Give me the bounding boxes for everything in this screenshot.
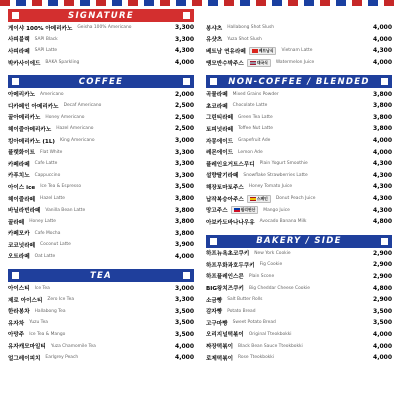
menu-item bbox=[206, 204, 392, 216]
origin-badge-label: 필리핀산 bbox=[240, 207, 256, 213]
menu-item-price: 3,500 bbox=[175, 307, 194, 315]
menu-item bbox=[206, 248, 392, 260]
menu-item-price: 3,300 bbox=[175, 171, 194, 179]
menu-item-price: 3,300 bbox=[175, 148, 194, 156]
menu-item-name-ko: 고구마빵 bbox=[206, 320, 228, 327]
section-title: SIGNATURE bbox=[68, 10, 134, 21]
menu-item-price: 4,000 bbox=[175, 252, 194, 260]
menu-item-name-ko: 킹아메리카노 (1L) bbox=[8, 138, 55, 145]
menu-item-name-ko: 한라봉차 bbox=[8, 309, 30, 316]
menu-item-name-ko: 유샷츠 bbox=[206, 37, 223, 44]
section-header-coffee bbox=[8, 75, 194, 88]
menu-item-name-ko: 해장토마토주스 bbox=[206, 184, 244, 191]
menu-item bbox=[206, 181, 392, 193]
menu-item-name-en: Lemon Ade bbox=[238, 149, 263, 155]
flag-icon bbox=[250, 61, 256, 65]
menu-item-name-en: SAPI Latte bbox=[34, 48, 58, 54]
menu-item-name-en: BAKA Sparkling bbox=[45, 60, 80, 66]
menu-item bbox=[8, 34, 194, 46]
menu-item-price: 2,500 bbox=[175, 125, 194, 133]
menu-item-name-en: Yuzu Tea bbox=[29, 320, 48, 326]
menu-item-name-ko: 아이스티 bbox=[8, 286, 30, 293]
menu-column-right bbox=[206, 9, 392, 363]
menu-item-name-en: Plain Yogurt Smoothie bbox=[259, 161, 308, 167]
menu-item-price: 4,000 bbox=[373, 330, 392, 338]
menu-item-name-en: Vietnam Latte bbox=[281, 48, 313, 54]
menu-item-name-ko: 디카페인 아메리카노 bbox=[8, 103, 59, 110]
menu-item-name-en: Honey Americano bbox=[45, 114, 85, 120]
menu-item-name-ko: 코코넛라떼 bbox=[8, 242, 36, 249]
menu-item-name-en: Ice Tea & Espresso bbox=[40, 184, 82, 190]
menu-item-name-en: Sweet Potato Bread bbox=[232, 320, 276, 326]
menu-item-name-en: Cafe Mocha bbox=[34, 230, 61, 236]
square-icon bbox=[183, 272, 190, 279]
menu-item bbox=[206, 34, 392, 46]
menu-item-name-en: Watermelon Juice bbox=[275, 60, 315, 66]
menu-item-price: 4,300 bbox=[373, 160, 392, 168]
menu-item-price: 4,300 bbox=[373, 195, 392, 203]
menu-item-name-ko: 납작복숭아주스 bbox=[206, 196, 244, 203]
menu-item-name-ko: 봉샤츠 bbox=[206, 25, 223, 32]
menu-item-name-en: Salt Butter Rolls bbox=[227, 297, 263, 303]
menu-item-name-en: Mango Juice bbox=[263, 207, 290, 213]
menu-item-name-ko: 사피라떼 bbox=[8, 48, 30, 55]
menu-item-name-ko: 토피넛라떼 bbox=[206, 126, 234, 133]
menu-item-name-ko: 제로 아이스티 bbox=[8, 297, 43, 304]
menu-item-name-ko: 아이스 ice bbox=[8, 184, 36, 191]
menu-item bbox=[8, 193, 194, 205]
menu-item-name-en: Rose Tteokbokki bbox=[238, 355, 275, 361]
menu-item bbox=[8, 22, 194, 34]
menu-item-name-en: Zero Ice Tea bbox=[47, 297, 75, 303]
menu-item bbox=[206, 271, 392, 283]
menu-item-price: 2,900 bbox=[373, 296, 392, 304]
menu-item bbox=[8, 100, 194, 112]
menu-item bbox=[206, 135, 392, 147]
menu-item-price: 4,000 bbox=[373, 59, 392, 67]
menu-item-price: 3,800 bbox=[175, 218, 194, 226]
menu-item bbox=[8, 135, 194, 147]
menu-item-name-ko: 로제떡볶이 bbox=[206, 355, 234, 362]
menu-item bbox=[206, 216, 392, 228]
menu-item bbox=[8, 228, 194, 240]
menu-item bbox=[8, 112, 194, 124]
menu-item bbox=[8, 282, 194, 294]
menu-item-name-en: Chocolate Latte bbox=[232, 103, 268, 109]
menu-board bbox=[0, 9, 400, 400]
menu-item-price: 2,900 bbox=[373, 261, 392, 269]
menu-item-name-ko: 베트남 연유라떼 bbox=[206, 48, 246, 55]
menu-item-name-en: Black Bean Sauce Tteokbokki bbox=[238, 343, 303, 349]
menu-item-price: 3,000 bbox=[175, 137, 194, 145]
menu-item bbox=[206, 22, 392, 34]
menu-item bbox=[206, 305, 392, 317]
menu-item bbox=[8, 340, 194, 352]
menu-item-name-ko: 설향딸기라떼 bbox=[206, 173, 239, 180]
menu-item-name-en: Mixed Grains Powder bbox=[232, 91, 279, 97]
menu-item-price: 3,300 bbox=[175, 35, 194, 43]
menu-item-name-ko: 하프플레인스콘 bbox=[206, 274, 244, 281]
menu-item-name-en: Green Tea Latte bbox=[238, 114, 273, 120]
menu-item-name-ko: 사피블랙 bbox=[8, 37, 30, 44]
menu-item-name-en: Cappuccino bbox=[34, 172, 61, 178]
menu-item-name-ko: 아메리카노 bbox=[8, 92, 36, 99]
menu-item-name-ko: 헤이즐아메리카노 bbox=[8, 126, 52, 133]
menu-item-price: 3,000 bbox=[175, 284, 194, 292]
menu-item-price: 3,800 bbox=[373, 90, 392, 98]
menu-item-name-ko: 헤이즐라떼 bbox=[8, 196, 36, 203]
menu-item-name-en: SAPI Black bbox=[34, 36, 58, 42]
section-title: BAKERY / SIDE bbox=[256, 236, 342, 246]
menu-item-name-en: Hazel Latte bbox=[40, 196, 65, 202]
menu-item-price: 4,000 bbox=[175, 354, 194, 362]
menu-item-name-en: Oat Latte bbox=[34, 253, 56, 259]
section-header-signature bbox=[8, 9, 194, 22]
menu-item bbox=[206, 340, 392, 352]
menu-item-name-en: Original Tteokbokki bbox=[248, 331, 292, 337]
menu-item bbox=[206, 170, 392, 182]
menu-item-price: 3,300 bbox=[175, 160, 194, 168]
menu-item-price: 4,000 bbox=[373, 354, 392, 362]
menu-item bbox=[206, 123, 392, 135]
menu-item bbox=[206, 193, 392, 205]
menu-item-name-ko: 짜장떡볶이 bbox=[206, 344, 234, 351]
menu-item-name-ko: 초코라떼 bbox=[206, 103, 228, 110]
menu-item-price: 4,000 bbox=[373, 148, 392, 156]
menu-item-name-ko: 카페라떼 bbox=[8, 161, 30, 168]
menu-item-name-ko: 꿀아메리카노 bbox=[8, 115, 41, 122]
menu-item-price: 4,300 bbox=[373, 183, 392, 191]
menu-item-price: 4,300 bbox=[373, 206, 392, 214]
menu-item-price: 4,000 bbox=[373, 35, 392, 43]
menu-item-name-en: Grapefruit Ade bbox=[238, 138, 271, 144]
menu-item-name-en: Fig Cookie bbox=[259, 262, 283, 268]
menu-item bbox=[8, 317, 194, 329]
menu-item-name-en: Hazel Americano bbox=[56, 126, 94, 132]
menu-item-price: 4,800 bbox=[373, 284, 392, 292]
section-header-noncoffee bbox=[206, 75, 392, 88]
square-icon bbox=[210, 78, 217, 85]
menu-item-name-en: King Americano bbox=[59, 138, 95, 144]
menu-item-price: 4,800 bbox=[373, 218, 392, 226]
menu-item bbox=[206, 317, 392, 329]
menu-item-name-ko: BIG왕치즈쿠키 bbox=[206, 286, 244, 293]
menu-item bbox=[206, 88, 392, 100]
menu-item-name-en: Toffee Nut Latte bbox=[238, 126, 273, 132]
origin-badge-label: 태국식 bbox=[256, 59, 268, 65]
menu-item bbox=[206, 146, 392, 158]
section-title: NON-COFFEE / BLENDED bbox=[228, 76, 370, 87]
square-icon bbox=[183, 78, 190, 85]
menu-item-price: 2,900 bbox=[373, 272, 392, 280]
menu-item-name-ko: 오트라떼 bbox=[8, 254, 30, 261]
origin-badge-label: 베트남식 bbox=[258, 47, 274, 53]
square-icon bbox=[381, 78, 388, 85]
menu-item bbox=[206, 112, 392, 124]
menu-item-name-ko: 하프무화과호두쿠키 bbox=[206, 262, 255, 269]
menu-item bbox=[8, 216, 194, 228]
bakery-list bbox=[206, 248, 392, 364]
menu-item-price: 4,300 bbox=[373, 47, 392, 55]
menu-item-name-ko: 오리지널떡볶이 bbox=[206, 332, 244, 339]
menu-item-price: 3,500 bbox=[175, 319, 194, 327]
menu-item-name-en: Geisha 100% Americano bbox=[77, 25, 132, 31]
flag-icon bbox=[252, 49, 258, 53]
menu-item-name-en: Flat White bbox=[40, 149, 63, 155]
menu-item-name-en: Earlgrey Peach bbox=[45, 355, 79, 361]
menu-item bbox=[8, 329, 194, 341]
menu-item-name-en: Coconut Latte bbox=[40, 242, 71, 248]
square-icon bbox=[12, 272, 19, 279]
menu-column-left bbox=[8, 9, 194, 363]
menu-item bbox=[206, 45, 392, 57]
menu-item-name-en: Yuza Shot Slush bbox=[227, 36, 262, 42]
origin-badge bbox=[247, 195, 271, 203]
menu-item bbox=[206, 352, 392, 364]
menu-item-name-en: Potato Bread bbox=[227, 308, 256, 314]
menu-item bbox=[8, 251, 194, 263]
menu-item-price: 3,800 bbox=[373, 102, 392, 110]
menu-item-price: 4,000 bbox=[373, 24, 392, 32]
menu-item-name-ko: 레몬에이드 bbox=[206, 150, 234, 157]
menu-item-price: 3,500 bbox=[373, 319, 392, 327]
menu-item bbox=[8, 305, 194, 317]
square-icon bbox=[12, 12, 19, 19]
menu-item bbox=[8, 239, 194, 251]
menu-item bbox=[8, 294, 194, 306]
menu-item-price: 3,300 bbox=[175, 296, 194, 304]
flag-icon bbox=[234, 208, 240, 212]
origin-badge bbox=[231, 206, 259, 214]
menu-item-name-en: Avocado Banana Milk bbox=[259, 219, 307, 225]
flag-icon bbox=[250, 197, 256, 201]
menu-item-price: 3,300 bbox=[175, 24, 194, 32]
menu-item-name-en: Ice Tea & Mango bbox=[29, 331, 66, 337]
menu-item-name-en: Yuza Chamomile Tea bbox=[50, 343, 96, 349]
menu-item-price: 4,000 bbox=[373, 342, 392, 350]
menu-item bbox=[8, 123, 194, 135]
menu-item-name-ko: 아보카도바나나우유 bbox=[206, 219, 255, 226]
origin-badge bbox=[249, 47, 277, 55]
menu-item bbox=[206, 329, 392, 341]
menu-item-name-en: Americano bbox=[40, 91, 64, 97]
menu-item-name-en: Cafe Latte bbox=[34, 161, 58, 167]
menu-item-price: 4,300 bbox=[175, 47, 194, 55]
menu-item-name-en: Honey Latte bbox=[29, 219, 56, 225]
menu-item bbox=[8, 146, 194, 158]
menu-item-name-ko: 땡모반수박주스 bbox=[206, 60, 244, 67]
menu-item-name-ko: 소금빵 bbox=[206, 297, 223, 304]
menu-item-name-ko: 꿀라떼 bbox=[8, 219, 25, 226]
section-title: COFFEE bbox=[78, 76, 124, 87]
menu-item-name-ko: 바닐라빈라떼 bbox=[8, 208, 41, 215]
menu-item bbox=[8, 57, 194, 69]
menu-item-name-en: Plain Scone bbox=[248, 273, 275, 279]
menu-item-name-ko: 카푸치노 bbox=[8, 173, 30, 180]
menu-item-price: 2,500 bbox=[175, 102, 194, 110]
menu-item-name-en: Honey Tomato Juice bbox=[248, 184, 293, 190]
square-icon bbox=[12, 78, 19, 85]
noncoffee-list bbox=[206, 88, 392, 227]
menu-item-price: 3,800 bbox=[175, 195, 194, 203]
coffee-list bbox=[8, 88, 194, 262]
menu-item-name-ko: 자몽에이드 bbox=[206, 138, 234, 145]
menu-item-price: 3,800 bbox=[175, 229, 194, 237]
menu-item-price: 3,900 bbox=[175, 241, 194, 249]
menu-item-name-ko: 얼그레이피치 bbox=[8, 355, 41, 362]
menu-item bbox=[8, 170, 194, 182]
menu-item bbox=[206, 57, 392, 69]
menu-item-name-ko: 게이샤 100% 아메리카노 bbox=[8, 25, 73, 32]
origin-badge-label: 스페인 bbox=[256, 195, 268, 201]
menu-item-price: 3,500 bbox=[175, 330, 194, 338]
menu-item-name-ko: 그린티라떼 bbox=[206, 115, 234, 122]
menu-item bbox=[8, 158, 194, 170]
section-title: TEA bbox=[89, 270, 113, 281]
menu-item-price: 2,500 bbox=[175, 113, 194, 121]
menu-item-name-ko: 감자빵 bbox=[206, 309, 223, 316]
menu-item-name-en: Donut Peach Juice bbox=[275, 196, 316, 202]
menu-item-name-ko: 플레인요거트스무디 bbox=[206, 161, 255, 168]
origin-badge bbox=[247, 59, 271, 67]
menu-item-name-ko: 유자캐모마일티 bbox=[8, 344, 46, 351]
menu-item-name-en: Hallabong Tea bbox=[34, 308, 66, 314]
menu-item bbox=[206, 294, 392, 306]
menu-item-name-en: Decaf Americano bbox=[63, 103, 102, 109]
menu-item-price: 3,500 bbox=[175, 183, 194, 191]
menu-item-name-en: Vanilla Bean Latte bbox=[45, 207, 86, 213]
menu-item bbox=[8, 181, 194, 193]
signature-list-continued bbox=[206, 22, 392, 68]
menu-item bbox=[8, 88, 194, 100]
top-decorative-stripe bbox=[0, 0, 400, 6]
menu-item bbox=[8, 204, 194, 216]
menu-item bbox=[206, 158, 392, 170]
menu-item-price: 3,800 bbox=[175, 206, 194, 214]
menu-item-price: 4,000 bbox=[175, 342, 194, 350]
menu-item-price: 3,800 bbox=[373, 113, 392, 121]
menu-item bbox=[8, 45, 194, 57]
square-icon bbox=[210, 238, 217, 245]
menu-item-price: 4,000 bbox=[373, 137, 392, 145]
menu-item-price: 4,300 bbox=[373, 171, 392, 179]
menu-item bbox=[206, 282, 392, 294]
menu-item-price: 2,000 bbox=[175, 90, 194, 98]
menu-item-name-en: Snowflake Strawberries Latte bbox=[243, 172, 308, 178]
square-icon bbox=[381, 238, 388, 245]
menu-item-price: 2,900 bbox=[373, 249, 392, 257]
menu-item bbox=[206, 100, 392, 112]
menu-item-name-ko: 아망주 bbox=[8, 332, 25, 339]
menu-item-price: 3,500 bbox=[373, 307, 392, 315]
menu-item-name-ko: 망고주스 bbox=[206, 208, 228, 215]
menu-item bbox=[206, 259, 392, 271]
menu-item bbox=[8, 352, 194, 364]
menu-item-name-ko: 박카사이에드 bbox=[8, 60, 41, 67]
menu-item-name-en: Ice Tea bbox=[34, 285, 50, 291]
menu-item-name-en: Hallabong Shot Slush bbox=[227, 25, 275, 31]
menu-item-name-en: New York Cookie bbox=[254, 250, 291, 256]
menu-item-price: 4,000 bbox=[175, 59, 194, 67]
menu-item-name-en: Big Cheddar Cheese Cookie bbox=[248, 285, 310, 291]
section-header-bakery bbox=[206, 235, 392, 248]
square-icon bbox=[183, 12, 190, 19]
menu-item-name-ko: 유자차 bbox=[8, 320, 25, 327]
menu-item-name-ko: 곡물라떼 bbox=[206, 92, 228, 99]
section-header-tea bbox=[8, 269, 194, 282]
menu-item-price: 3,800 bbox=[373, 125, 392, 133]
tea-list bbox=[8, 282, 194, 363]
menu-item-name-ko: 플랫화이트 bbox=[8, 150, 36, 157]
menu-item-name-ko: 카페모카 bbox=[8, 231, 30, 238]
signature-list bbox=[8, 22, 194, 68]
menu-item-name-ko: 하프뉴욕초코쿠키 bbox=[206, 251, 250, 258]
